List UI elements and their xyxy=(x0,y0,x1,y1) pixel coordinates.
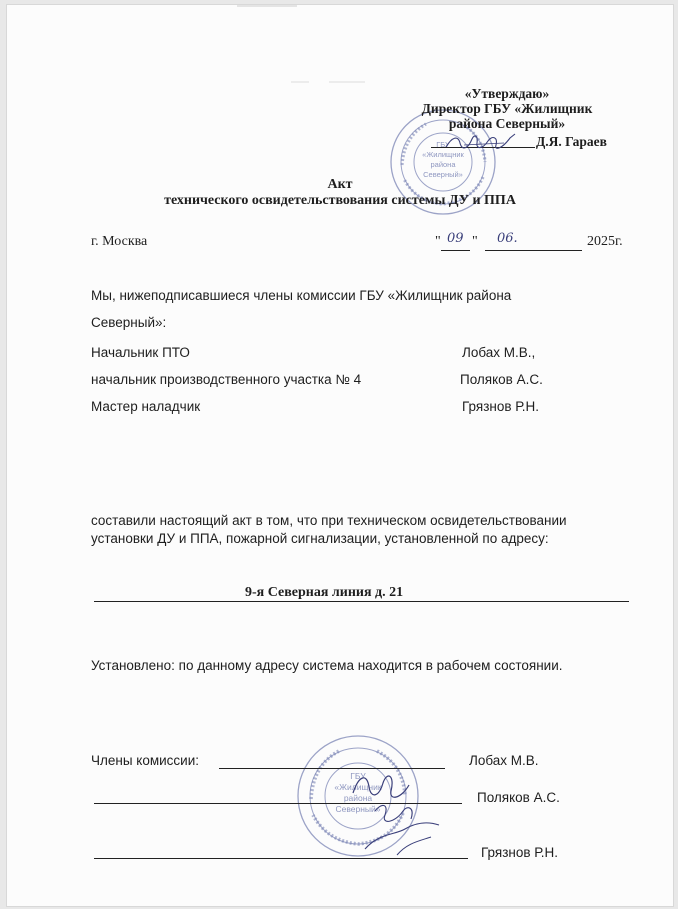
member-1-position: Начальник ПТО xyxy=(91,345,190,360)
address-line xyxy=(94,601,629,602)
stamp-bottom-text-3: района xyxy=(343,793,373,803)
scan-artifact xyxy=(329,81,365,83)
approval-signer: Д.Я. Гараев xyxy=(536,134,607,149)
member-signatures xyxy=(345,763,455,863)
approval-block xyxy=(407,86,607,131)
document-title xyxy=(7,177,673,209)
stamp-top-text-4: Северный» xyxy=(423,170,463,179)
intro-line-1: Мы, нижеподписавшиеся члены комиссии ГБУ «Жилищник района xyxy=(91,288,512,303)
address: 9-я Северная линия д. 21 xyxy=(245,585,404,600)
scan-artifact xyxy=(237,5,297,7)
signature-name-2: Поляков А.С. xyxy=(477,790,560,805)
city: г. Москва xyxy=(91,234,148,249)
approval-line-1: «Утверждаю» xyxy=(464,86,550,101)
date-day-line xyxy=(441,250,470,251)
stamp-top-text-2: «Жилищник xyxy=(422,150,464,159)
date-year: 2025г. xyxy=(587,234,623,249)
scan-artifact xyxy=(291,81,309,83)
date-close-quote: " xyxy=(472,234,478,249)
statement-line-2: установки ДУ и ППА, пожарной сигнализации, установленной по адресу: xyxy=(91,531,549,546)
member-2-name: Поляков А.С. xyxy=(460,372,543,387)
approval-line-3: района Северный» xyxy=(448,116,566,131)
member-1-name: Лобах М.В., xyxy=(462,345,536,360)
date-month-line xyxy=(485,250,582,251)
stamp-bottom-text-1: ГБУ xyxy=(350,771,366,781)
commission-label: Члены комиссии: xyxy=(91,753,200,768)
title-line-2: технического освидетельствования системы ДУ и ППА xyxy=(164,193,516,208)
document-page xyxy=(6,4,674,907)
title-line-1: Акт xyxy=(327,177,353,192)
director-signature xyxy=(444,129,518,155)
intro-line-2: Северный»: xyxy=(91,315,167,330)
stamp-bottom-text-2: «Жилищник xyxy=(334,782,382,792)
stamp-top-text-1: ГБУ xyxy=(436,140,450,149)
member-3-name: Грязнов Р.Н. xyxy=(462,399,539,414)
member-2-position: начальник производственного участка № 4 xyxy=(91,372,362,387)
signature-name-1: Лобах М.В. xyxy=(469,753,539,768)
date-month: 06. xyxy=(497,231,518,246)
stamp-top-text-3: района xyxy=(430,160,456,169)
conclusion: Установлено: по данному адресу система находится в рабочем состоянии. xyxy=(91,658,563,673)
approval-line-2: Директор ГБУ «Жилищник xyxy=(421,101,593,116)
signature-name-3: Грязнов Р.Н. xyxy=(481,845,558,860)
member-3-position: Мастер наладчик xyxy=(91,399,201,414)
statement-line-1: составили настоящий акт в том, что при техническом освидетельствовании xyxy=(91,513,567,528)
date-open-quote: " xyxy=(435,234,441,249)
date-day: 09 xyxy=(447,231,464,246)
stamp-bottom-text-4: Северный» xyxy=(335,804,381,814)
